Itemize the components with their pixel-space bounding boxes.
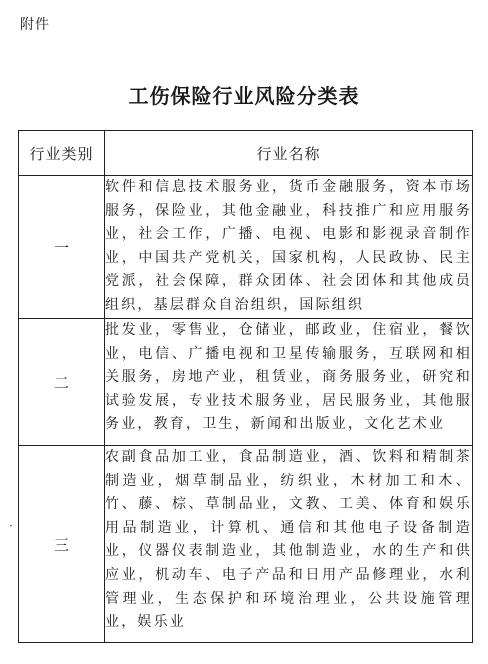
table-row: [19, 319, 473, 446]
category-cell: 三: [19, 446, 105, 643]
attachment-label: 附件: [20, 17, 50, 33]
risk-classification-table: [18, 130, 473, 643]
document-title: 工伤保险行业风险分类表: [128, 84, 360, 108]
industry-names-cell: 农副食品加工业，食品制造业，酒、饮料和精制茶制造业，烟草制品业，纺织业，木材加工和木、竹、藤、棕、草制品业，文教、工美、体育和娱乐用品制造业，计算机、通信和其他电子设备制造业，仪器仪表制造业，其他制造业，水的生产和供应业，机动车、电子产品和日用产品修理业，水利管理业，生态保护和环境治理业，公共设施管理业，娱乐业: [105, 446, 473, 643]
industry-names-cell: 批发业，零售业，仓储业，邮政业，住宿业，餐饮业，电信、广播电视和卫星传输服务，互联网和相关服务，房地产业，租赁业，商务服务业，研究和试验发展，专业技术服务业，居民服务业，其他服务业，教育，卫生，新闻和出版业，文化艺术业: [105, 319, 473, 446]
table-header-row: [19, 131, 473, 176]
category-cell: 一: [19, 176, 105, 319]
industry-names-cell: 软件和信息技术服务业，货币金融服务，资本市场服务，保险业，其他金融业，科技推广和应用服务业，社会工作，广播、电视、电影和影视录音制作业，中国共产党机关，国家机构，人民政协、民主党派，社会保障，群众团体、社会团体和其他成员组织，基层群众自治组织，国际组织: [105, 176, 473, 319]
column-header-category: 行业类别: [19, 131, 105, 176]
column-header-industry: 行业名称: [105, 131, 473, 176]
category-cell: 二: [19, 319, 105, 446]
margin-mark: ·: [9, 519, 13, 533]
table-row: [19, 176, 473, 319]
table-row: [19, 446, 473, 643]
